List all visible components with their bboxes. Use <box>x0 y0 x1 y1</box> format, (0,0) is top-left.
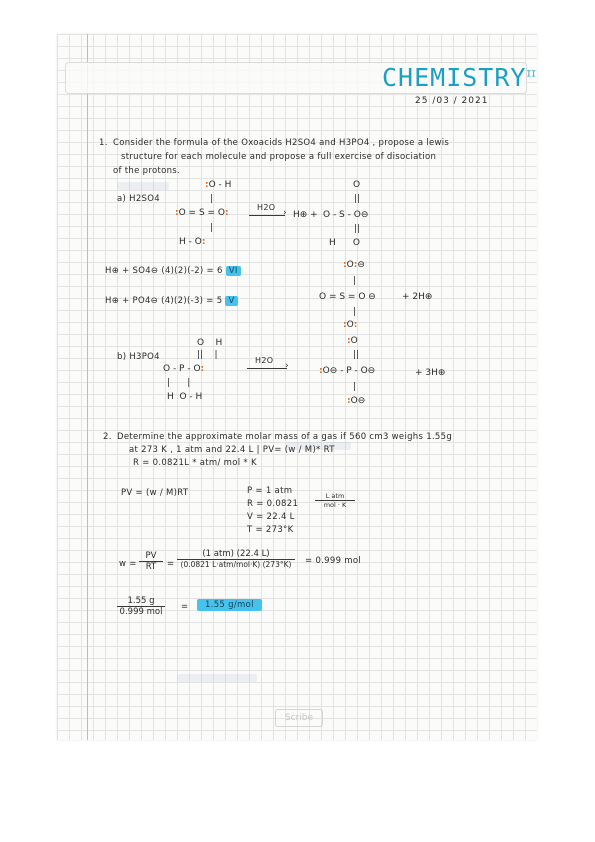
equals-1: = <box>167 559 175 569</box>
q1-line1: Consider the formula of the Oxoacids H2SO4 and H3PO4 , propose a lewis <box>113 138 450 148</box>
so4r-top: :O:⊖ <box>343 260 365 270</box>
notebook-page <box>57 34 537 740</box>
three-h: + 3H⊕ <box>415 368 446 378</box>
so4-middle: O - S - O⊖ <box>323 210 369 220</box>
two-h: + 2H⊕ <box>402 292 433 302</box>
q1-number: 1. <box>99 138 108 148</box>
scribe-watermark: Scribe <box>275 709 323 727</box>
given-r: R = 0.0821 <box>247 499 299 509</box>
so4-badge: VI <box>226 266 241 276</box>
smudge <box>117 182 169 190</box>
substituted-fraction: (1 atm) (22.4 L) (0.0821 L·atm/mol·K) (273°K) <box>177 549 295 569</box>
reaction-arrow-2 <box>247 368 287 369</box>
h3po4-bond-bottom: | | <box>167 378 191 388</box>
final-answer: 1.55 g/mol <box>197 600 262 610</box>
po4-bond-top: || <box>353 350 360 360</box>
given-v: V = 22.4 L <box>247 512 295 522</box>
po4-bond-bottom: | <box>353 382 357 392</box>
q2-line1: Determine the approximate molar mass of a gas if 560 cm3 weighs 1.55g <box>117 432 453 442</box>
so4-calc: H⊕ + SO4⊖ (4)(2)(-2) = 6 VI <box>105 266 241 276</box>
margin-line <box>87 34 88 740</box>
po4-top: :O <box>347 336 358 346</box>
date: 25 /03 / 2021 <box>415 96 489 106</box>
page-title: $CHEMISTRY^{II}$ <box>382 63 537 92</box>
reaction-arrow-1 <box>249 215 285 216</box>
mass-over-moles: 1.55 g 0.999 mol <box>117 596 165 617</box>
h3po4-top: O H <box>197 338 223 348</box>
q1-line3: of the protons. <box>113 166 181 176</box>
so4-bond-top: || <box>354 194 361 204</box>
pv-over-rt: PV RT <box>139 551 163 572</box>
smudge <box>177 674 257 682</box>
arrow-label-1: H2O <box>257 203 276 212</box>
arrow-label-2: H2O <box>255 356 274 365</box>
arrow-head-2: › <box>285 361 289 371</box>
so4r-middle: O = S = O ⊖ <box>319 292 376 302</box>
so4r-bond-top: | <box>353 276 357 286</box>
r-units: L atm mol · K <box>315 492 355 509</box>
q2-number: 2. <box>103 432 112 442</box>
h3po4-bottom: H O - H <box>167 392 203 402</box>
q2-line3: R = 0.0821L * atm/ mol * K <box>133 458 257 468</box>
h2so4-middle: :O = S = O: <box>175 208 229 218</box>
po4-middle: :O⊖ - P - O⊖ <box>319 366 376 376</box>
h2so4-top-oh: :O - H <box>205 180 232 190</box>
so4-bond-bottom: || <box>354 224 361 234</box>
result-moles: = 0.999 mol <box>305 556 362 566</box>
q2-formula: PV = (w / M)RT <box>121 488 189 498</box>
title-sup: II <box>526 69 537 79</box>
h2so4-bond-top: | <box>210 194 214 204</box>
given-t: T = 273°K <box>247 525 294 535</box>
h2so4-bottom-oh: H - O: <box>179 237 206 247</box>
po4-badge: V <box>225 296 237 306</box>
q1-line2: structure for each molecule and propose a full exercise of disociation <box>121 152 437 162</box>
h3po4-bond-top: || | <box>197 350 218 360</box>
q1-b-label: b) H3PO4 <box>117 352 160 362</box>
h2so4-bond-bottom: | <box>210 223 214 233</box>
po4-bottom: :O⊖ <box>347 396 366 406</box>
so4r-bond-bottom: | <box>353 307 357 317</box>
equals-2: = <box>181 602 189 612</box>
w-lhs: w = <box>119 559 137 569</box>
so4-top-o: O <box>353 180 361 190</box>
q1-a-label: a) H2SO4 <box>117 194 160 204</box>
so4-bottom: H O <box>329 238 361 248</box>
arrow-head-1: › <box>283 208 287 218</box>
po4-calc: H⊕ + PO4⊖ (4)(2)(-3) = 5 V <box>105 296 238 306</box>
h-plus: H⊕ + <box>293 210 318 220</box>
q2-line2: at 273 K , 1 atm and 22.4 L | PV= (w / M)* RT <box>129 445 335 455</box>
so4r-bottom: :O: <box>343 320 358 330</box>
h3po4-middle: O - P - O: <box>163 364 205 374</box>
given-p: P = 1 atm <box>247 486 293 496</box>
